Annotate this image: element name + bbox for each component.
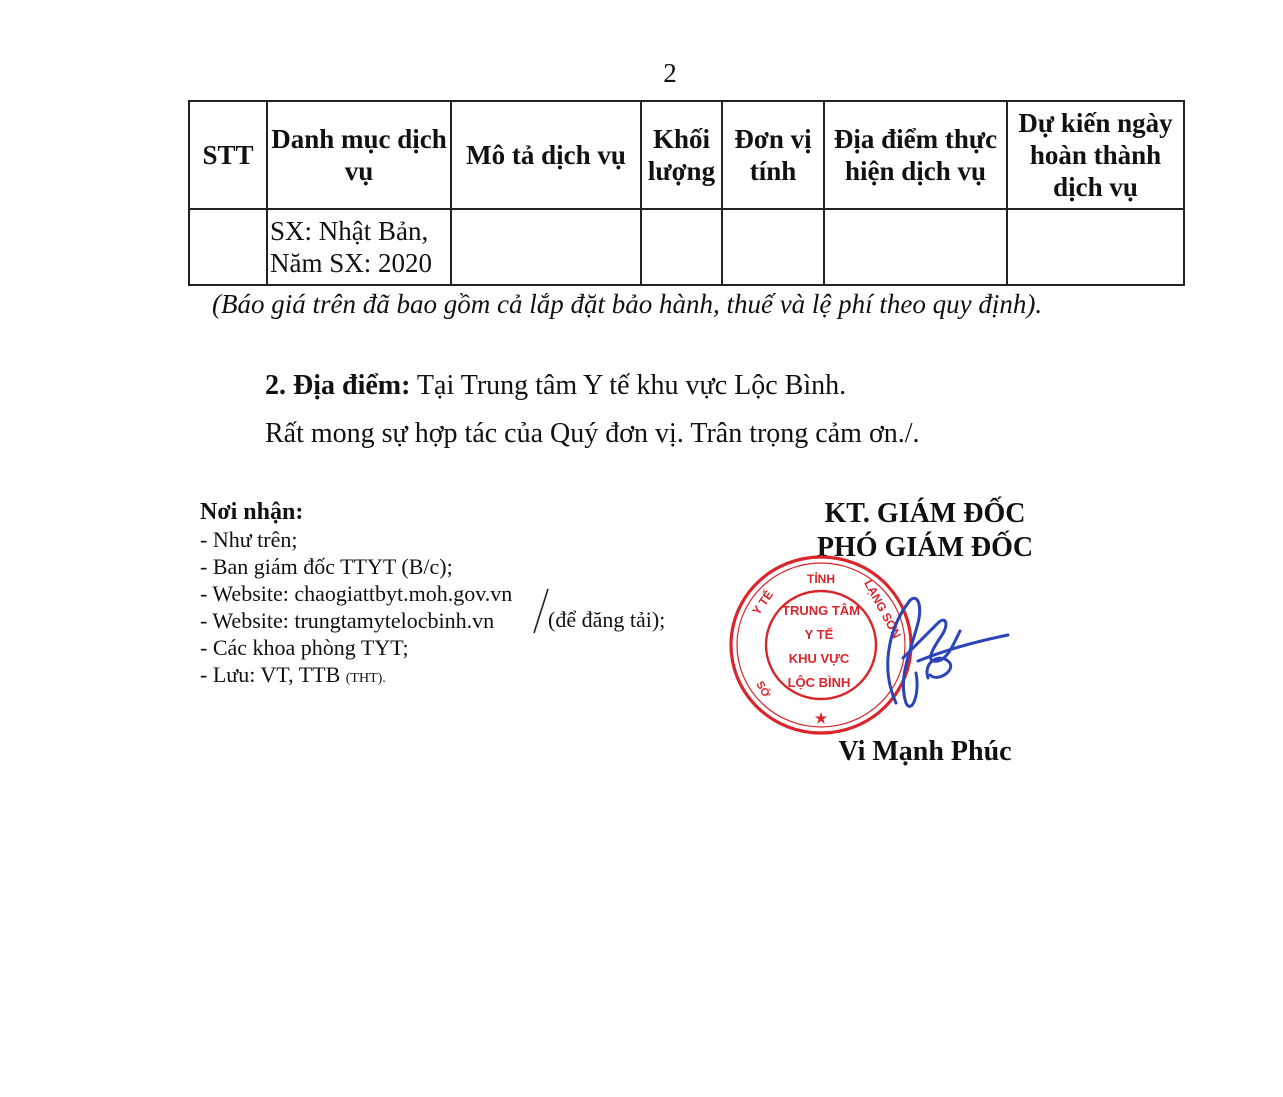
cell-dia-diem <box>824 209 1007 285</box>
page-number: 2 <box>663 58 677 88</box>
recipient-item: - Website: chaogiattbyt.moh.gov.vn <box>200 581 513 606</box>
seal-right-text: LẠNG SƠN <box>861 577 904 641</box>
cell-danh-muc <box>267 209 451 285</box>
cell-mo-ta <box>451 209 641 285</box>
location-label: 2. Địa điểm: <box>265 370 411 401</box>
signature-title-line1: KT. GIÁM ĐỐC <box>824 498 1026 529</box>
recipients-block <box>200 499 512 692</box>
thanks-line: Rất mong sự hợp tác của Quý đơn vị. Trân trọng cảm ơn./. <box>265 418 920 449</box>
recipient-item: - Ban giám đốc TTYT (B/c); <box>200 554 453 579</box>
header-stt: STT <box>189 101 267 209</box>
seal-center-line4: LỘC BÌNH <box>787 675 851 690</box>
website-annotation: (để đăng tải); <box>548 607 666 632</box>
price-note: (Báo giá trên đã bao gồm cả lắp đặt bảo hành, thuế và lệ phí theo quy định). <box>212 289 1043 319</box>
header-du-kien: Dự kiến ngày hoàn thành dịch vụ <box>1007 101 1184 209</box>
cell-don-vi <box>722 209 824 285</box>
seal-left-text: Y TẾ <box>749 587 777 618</box>
location-line <box>265 370 846 402</box>
header-mo-ta: Mô tả dịch vụ <box>451 101 641 209</box>
services-table <box>188 100 1185 286</box>
seal-top-text: TỈNH <box>807 572 835 586</box>
storage-label: - Lưu: VT, TTB <box>200 662 341 687</box>
table-row <box>189 209 1184 285</box>
table-header-row <box>189 101 1184 209</box>
recipient-item: - Các khoa phòng TYT; <box>200 635 409 660</box>
recipients-title: Nơi nhận: <box>200 499 304 525</box>
header-don-vi: Đơn vị tính <box>722 101 824 209</box>
seal-star-icon: ★ <box>814 710 828 726</box>
signature-title-line2: PHÓ GIÁM ĐỐC <box>816 532 1034 563</box>
cell-stt <box>189 209 267 285</box>
header-danh-muc: Danh mục dịch vụ <box>267 101 451 209</box>
cell-khoi-luong <box>641 209 722 285</box>
storage-suffix: (THT). <box>345 671 386 686</box>
cell-danh-muc-line1: SX: Nhật Bản, <box>270 216 429 246</box>
seal-center-line1: TRUNG TÂM <box>782 603 860 618</box>
cell-du-kien <box>1007 209 1184 285</box>
recipient-item: - Như trên; <box>200 527 298 552</box>
location-value: Tại Trung tâm Y tế khu vực Lộc Bình. <box>410 370 847 401</box>
recipient-item <box>200 661 512 692</box>
recipient-item: - Website: trungtamytelocbinh.vn <box>200 608 495 633</box>
handwritten-signature-icon <box>868 583 1013 723</box>
seal-center-line2: Y TẾ <box>804 627 834 642</box>
header-khoi-luong: Khối lượng <box>641 101 722 209</box>
seal-bottom-text: SỞ <box>753 679 772 700</box>
signer-name: Vi Mạnh Phúc <box>838 736 1012 767</box>
cell-danh-muc-line2: Năm SX: 2020 <box>270 248 432 278</box>
header-dia-diem: Địa điểm thực hiện dịch vụ <box>824 101 1007 209</box>
seal-center-line3: KHU VỰC <box>788 651 850 666</box>
